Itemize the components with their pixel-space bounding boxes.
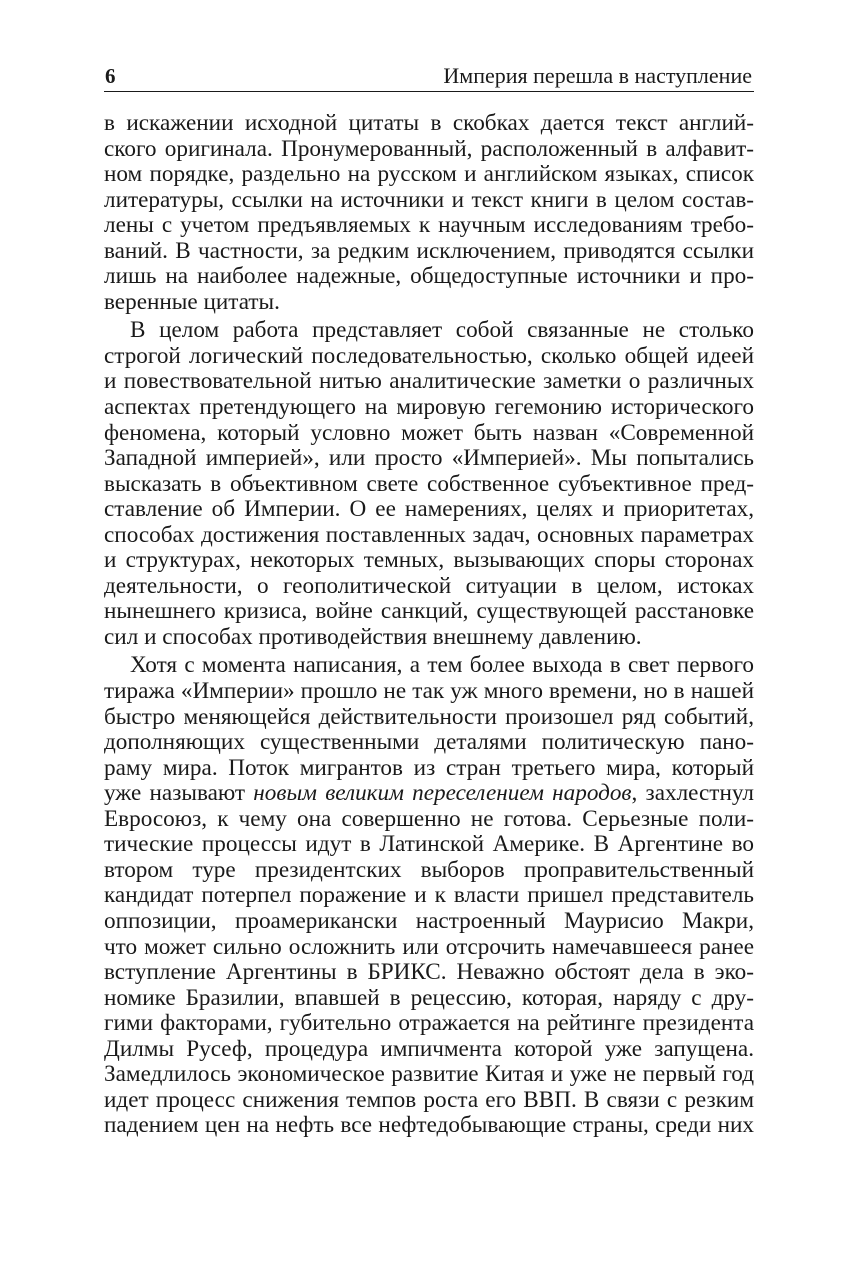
text-line: втором туре президентских выборов проправительственный <box>104 856 754 883</box>
text-line: высказать в объективном свете собственное субъективное пред- <box>104 470 754 497</box>
text-line: ставление об Империи. О ее намерениях, целях и приоритетах, <box>104 496 754 523</box>
text-line: деятельности, о геополитической ситуации в целом, истоках <box>104 572 754 599</box>
text-line: кандидат потерпел поражение и к власти пришел представитель <box>104 882 754 909</box>
text-line: веренные цитаты. <box>104 288 280 315</box>
text-line: ского оригинала. Пронумерованный, расположенный в алфавит- <box>104 135 754 162</box>
text-line: Замедлилось экономическое развитие Китая и уже не первый год <box>104 1061 754 1088</box>
text-line: в искажении исходной цитаты в скобках дается текст англий- <box>104 110 754 136</box>
text-line: падением цен на нефть все нефтедобывающие страны, среди них <box>104 1112 754 1139</box>
text-line: ном порядке, раздельно на русском и английском языках, список <box>104 161 754 188</box>
text-line: Евросоюз, к чему она совершенно не готова. Серьезные поли- <box>104 805 754 832</box>
text-line: литературы, ссылки на источники и текст книги в целом состав- <box>104 186 754 213</box>
text-line: ваний. В частности, за редким исключением, приводятся ссылки <box>104 237 754 264</box>
header-rule <box>104 91 754 92</box>
text-line: тические процессы идут в Латинской Америке. В Аргентине во <box>104 831 754 858</box>
text-line: аспектах претендующего на мировую гегемонию исторического <box>104 394 754 421</box>
text-line: В целом работа представляет собой связанные не столько <box>130 317 754 344</box>
text-run: , захлестнул <box>631 780 754 807</box>
text-run: уже называют <box>104 780 254 807</box>
text-line: лены с учетом предъявляемых к научным исследованиям требо- <box>104 212 754 239</box>
text-line: феномена, который условно может быть назван «Современной <box>104 419 754 446</box>
running-title: Империя перешла в наступление <box>443 63 752 88</box>
page-number: 6 <box>105 64 116 88</box>
text-line: и структурах, некоторых темных, вызывающих споры сторонах <box>104 547 754 574</box>
text-line: нынешнего кризиса, войне санкций, существующей расстановке <box>104 598 754 625</box>
text-line: сил и способах противодействия внешнему давлению. <box>104 623 642 650</box>
text-line: тиража «Империи» прошло не так уж много времени, но в нашей <box>104 678 754 705</box>
italic-phrase: новым великим переселением народов <box>253 780 632 807</box>
text-line: Западной империей», или просто «Империей». Мы попытались <box>104 445 754 472</box>
text-line: номике Бразилии, впавшей в рецессию, которая, наряду с дру- <box>104 984 754 1011</box>
text-line: способах достижения поставленных задач, основных параметрах <box>104 521 754 548</box>
paragraph <box>104 111 754 315</box>
text-line: что может сильно осложнить или отсрочить намечавшееся ранее <box>104 933 754 960</box>
page-header <box>104 58 754 92</box>
text-line: строгой логический последовательностью, сколько общей идеей <box>104 342 754 369</box>
text-line: Дилмы Русеф, процедура импичмента которой уже запущена. <box>104 1035 754 1062</box>
text-line: идет процесс снижения темпов роста его ВВП. В связи с резким <box>104 1086 754 1113</box>
text-line: лишь на наиболее надежные, общедоступные источники и про- <box>104 263 754 290</box>
paragraph <box>104 653 754 1138</box>
text-line: гими факторами, губительно отражается на рейтинге президента <box>104 1010 754 1037</box>
text-line: Хотя с момента написания, а тем более выхода в свет первого <box>130 652 754 679</box>
text-line-mixed <box>104 781 754 807</box>
paragraph <box>104 318 754 650</box>
text-line: и повествовательной нитью аналитические заметки о различных <box>104 368 754 395</box>
text-line: быстро меняющейся действительности произошел ряд событий, <box>104 703 754 730</box>
text-line: дополняющих существенными деталями политическую пано- <box>104 729 754 756</box>
body-text <box>104 111 754 1139</box>
text-line: оппозиции, проамерикански настроенный Маурисио Макри, <box>104 907 754 934</box>
text-line: раму мира. Поток мигрантов из стран третьего мира, который <box>104 754 754 781</box>
text-line: вступление Аргентины в БРИКС. Неважно обстоят дела в эко- <box>104 959 754 986</box>
